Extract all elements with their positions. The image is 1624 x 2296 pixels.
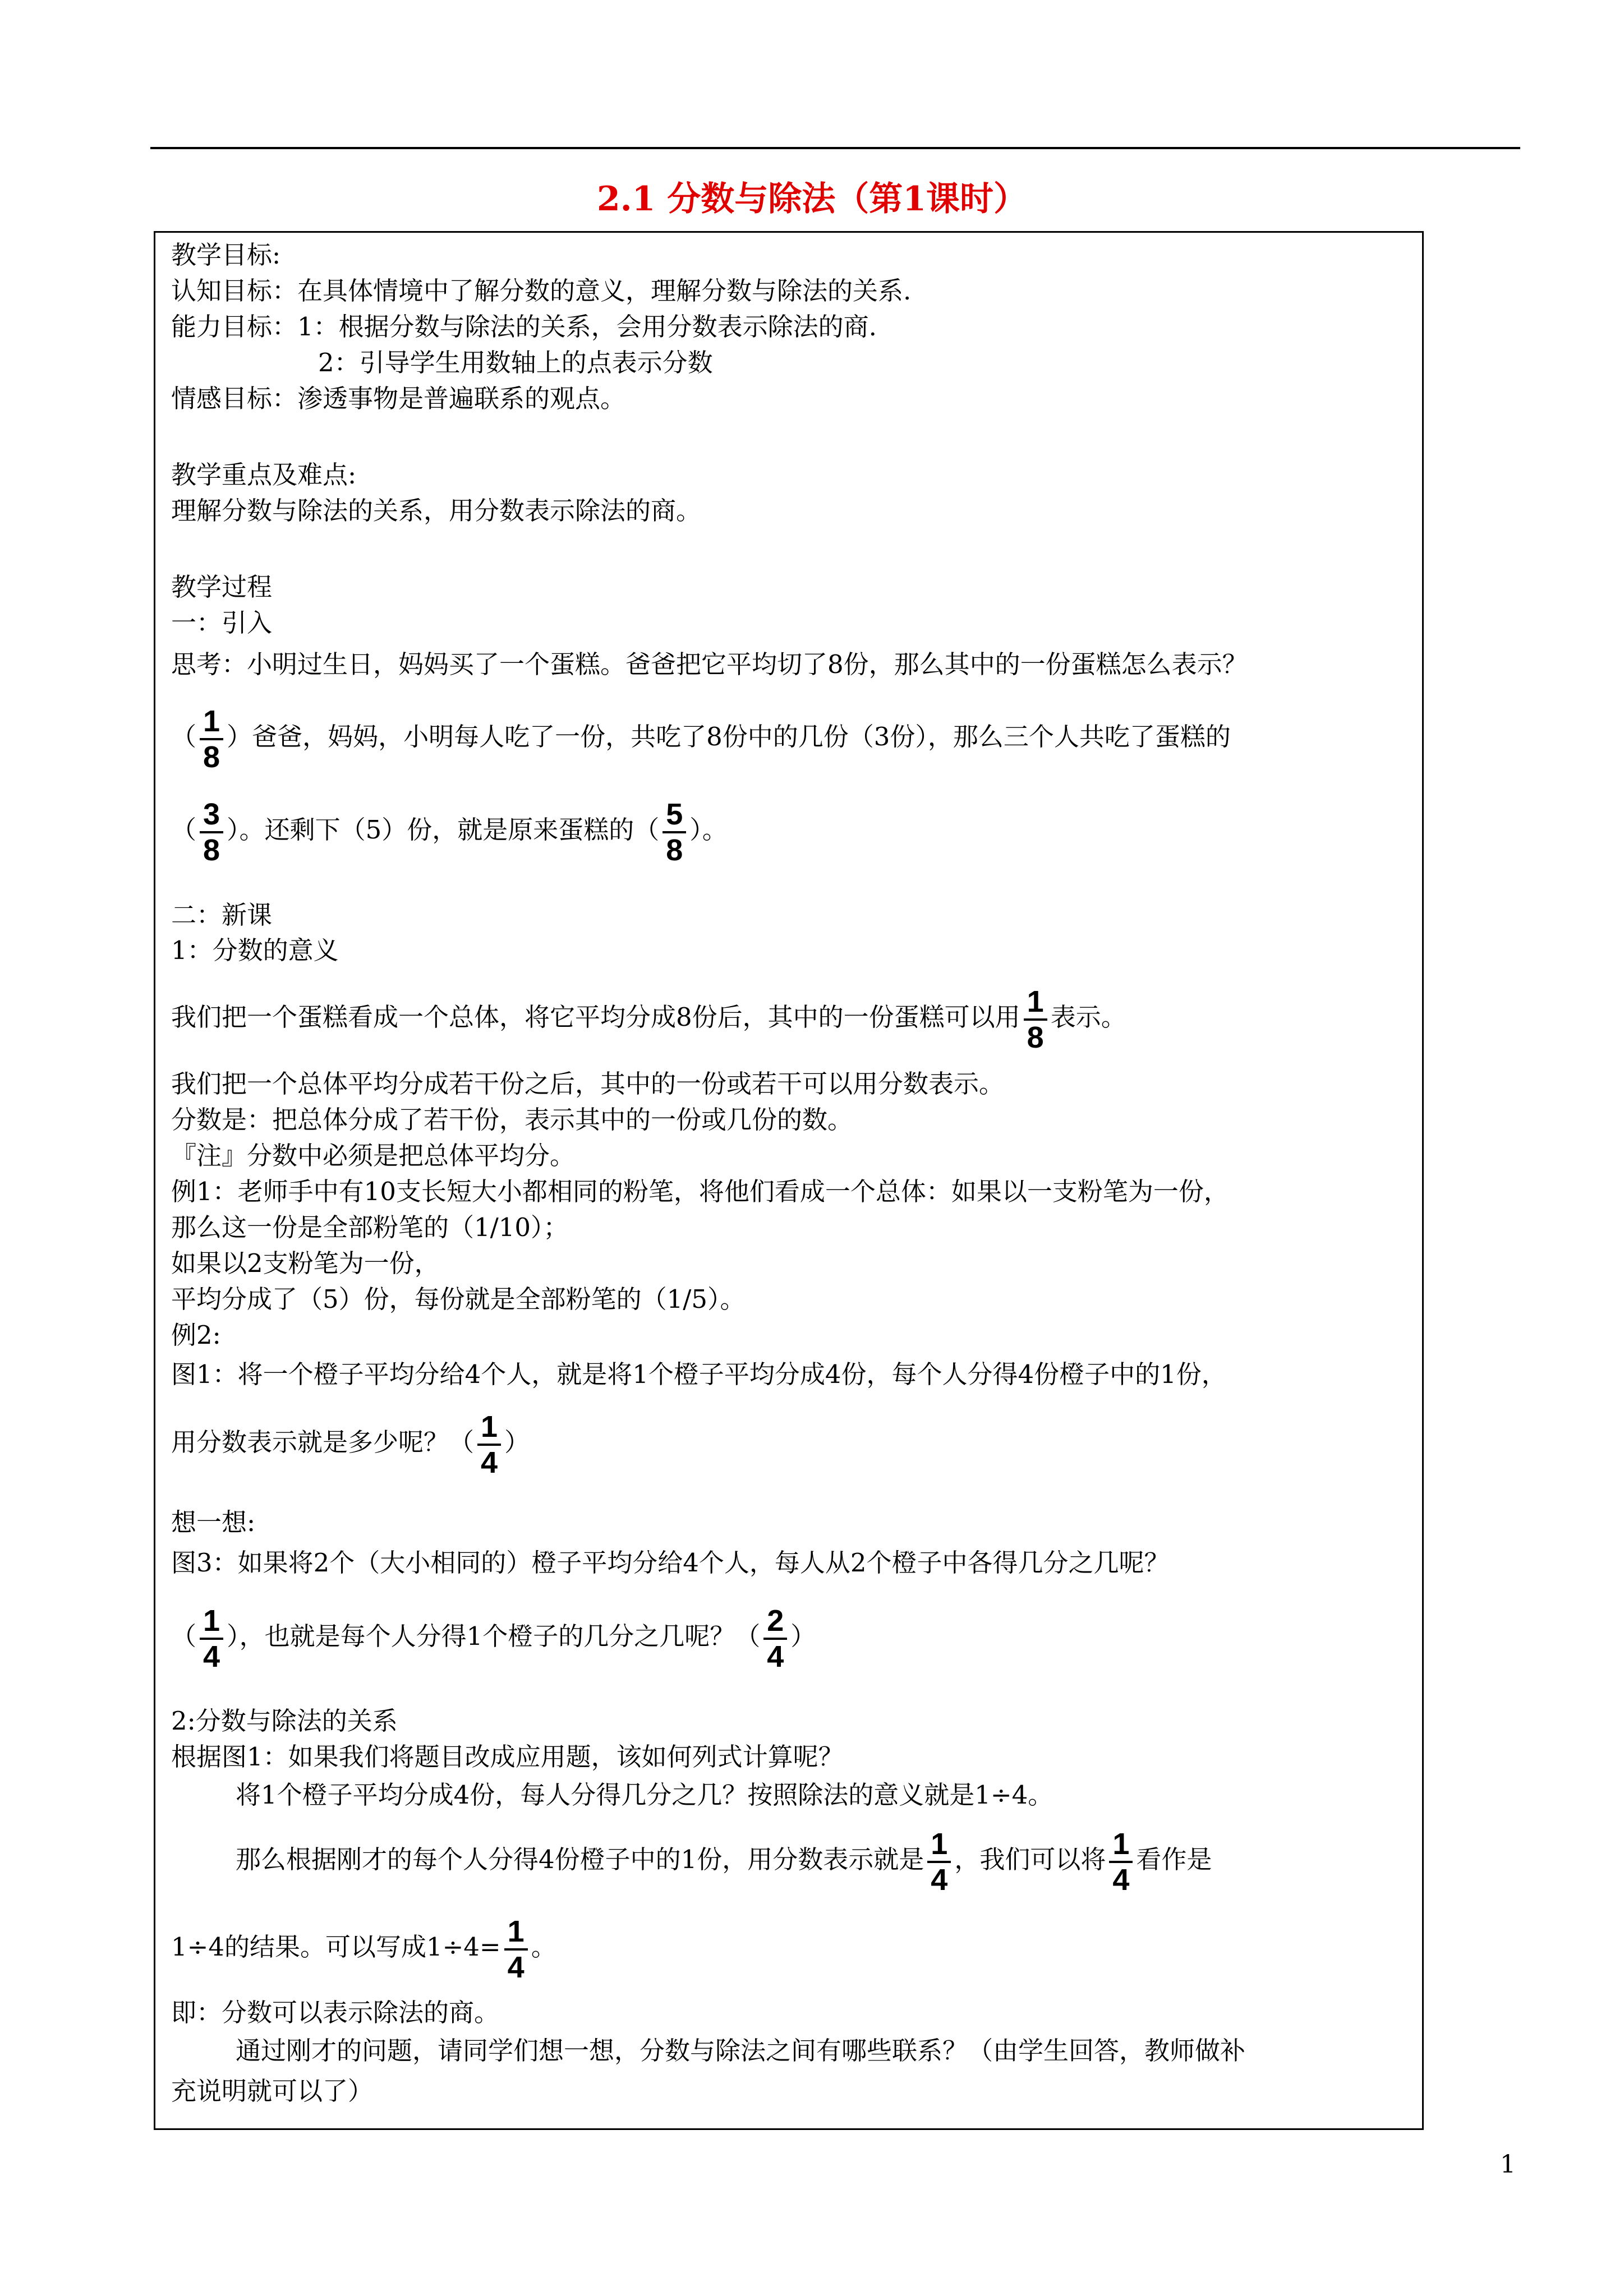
denominator: 8 xyxy=(203,833,220,867)
goal-cognitive: 认知目标：在具体情境中了解分数的意义，理解分数与除法的关系. xyxy=(171,276,912,306)
relation-heading: 2:分数与除法的关系 xyxy=(171,1706,398,1736)
relation-line-4-end: 。 xyxy=(531,1932,556,1962)
header-rule xyxy=(150,147,1520,149)
example-2-heading: 例2: xyxy=(171,1320,221,1350)
fraction-one-fourth xyxy=(477,1410,501,1479)
intro-heading: 一：引入 xyxy=(171,608,273,638)
think-line-2 xyxy=(171,1597,816,1676)
meaning-line-2: 我们把一个总体平均分成若干份之后，其中的一份或若干可以用分数表示。 xyxy=(171,1069,1005,1099)
numerator: 1 xyxy=(1024,985,1047,1021)
intro-line-2 xyxy=(171,698,1231,776)
think-line-2-text: ），也就是每个人分得1个橙子的几分之几呢？（ xyxy=(227,1621,761,1651)
relation-line-2: 将1个橙子平均分成4份，每人分得几分之几？按照除法的意义就是1÷4。 xyxy=(236,1780,1053,1810)
denominator: 8 xyxy=(203,740,220,774)
numerator: 2 xyxy=(763,1604,787,1640)
numerator: 5 xyxy=(663,797,686,833)
example-1-line-2: 那么这一份是全部粉笔的（1/10）； xyxy=(171,1212,569,1242)
numerator: 1 xyxy=(927,1827,951,1863)
intro-line-3-end: ）。 xyxy=(689,815,728,845)
paren-close: ） xyxy=(504,1427,530,1457)
intro-think: 思考：小明过生日，妈妈买了一个蛋糕。爸爸把它平均切了8份，那么其中的一份蛋糕怎么表示？ xyxy=(171,649,1248,679)
relation-line-6: 通过刚才的问题，请同学们想一想，分数与除法之间有哪些联系？（由学生回答，教师做补 xyxy=(236,2036,1246,2066)
example-2-line-2 xyxy=(171,1403,530,1482)
denominator: 4 xyxy=(203,1639,220,1673)
goal-emotion: 情感目标：渗透事物是普遍联系的观点。 xyxy=(171,384,626,413)
fraction-one-fourth xyxy=(200,1604,223,1673)
meaning-line-1-end: 表示。 xyxy=(1050,1002,1126,1032)
fraction-one-fourth xyxy=(504,1915,528,1984)
relation-line-3-text: 那么根据刚才的每个人分得4份橙子中的1份，用分数表示就是 xyxy=(236,1845,924,1874)
key-body: 理解分数与除法的关系，用分数表示除法的商。 xyxy=(171,496,702,525)
fraction-two-fourths xyxy=(763,1604,787,1673)
relation-line-4 xyxy=(171,1908,556,1986)
fraction-five-eighths xyxy=(663,797,686,867)
page-number: 1 xyxy=(1500,2150,1516,2179)
relation-line-1: 根据图1：如果我们将题目改成应用题，该如何列式计算呢？ xyxy=(171,1742,844,1772)
denominator: 4 xyxy=(1112,1862,1130,1897)
numerator: 1 xyxy=(200,1604,223,1640)
denominator: 4 xyxy=(507,1950,525,1984)
paren-open: （ xyxy=(171,722,197,751)
intro-line-3 xyxy=(171,791,728,869)
fraction-one-fourth xyxy=(1109,1827,1133,1897)
paren-open: （ xyxy=(171,1621,197,1651)
example-2-line-1: 图1：将一个橙子平均分给4个人，就是将1个橙子平均分成4份，每个人分得4份橙子中的1份， xyxy=(171,1359,1227,1389)
relation-line-7: 充说明就可以了） xyxy=(171,2076,374,2106)
denominator: 4 xyxy=(931,1862,948,1897)
numerator: 1 xyxy=(1109,1827,1133,1863)
intro-line-3-text: ）。还剩下（5）份，就是原来蛋糕的（ xyxy=(227,815,660,845)
denominator: 8 xyxy=(1027,1020,1044,1054)
paren-open: （ xyxy=(171,815,197,845)
relation-line-3-end: 看作是 xyxy=(1136,1845,1212,1874)
new-lesson-heading: 二：新课 xyxy=(171,900,273,930)
intro-line-2-text: ）爸爸，妈妈，小明每人吃了一份，共吃了8份中的几份（3份），那么三个人共吃了蛋糕的 xyxy=(227,722,1231,751)
denominator: 8 xyxy=(666,833,683,867)
example-2-line-2-text: 用分数表示就是多少呢？（ xyxy=(171,1427,475,1457)
example-1-line-4: 平均分成了（5）份，每份就是全部粉笔的（1/5）。 xyxy=(171,1284,746,1314)
numerator: 3 xyxy=(200,797,223,833)
fraction-one-fourth xyxy=(927,1827,951,1897)
meaning-heading: 1：分数的意义 xyxy=(171,935,339,965)
meaning-line-1 xyxy=(171,978,1126,1057)
relation-line-3 xyxy=(171,1820,1212,1899)
fraction-one-eighth xyxy=(1024,985,1047,1054)
think-line-1: 图3：如果将2个（大小相同的）橙子平均分给4个人，每人从2个橙子中各得几分之几呢？ xyxy=(171,1548,1170,1578)
meaning-line-3: 分数是：把总体分成了若干份，表示其中的一份或几份的数。 xyxy=(171,1105,853,1135)
relation-line-3-mid: ，我们可以将 xyxy=(954,1845,1106,1874)
goal-ability-2: 2：引导学生用数轴上的点表示分数 xyxy=(318,348,713,377)
relation-line-5: 即：分数可以表示除法的商。 xyxy=(171,1998,500,2027)
example-1-line-1: 例1：老师手中有10支长短大小都相同的粉笔，将他们看成一个总体：如果以一支粉笔为一份， xyxy=(171,1177,1229,1206)
note: 『注』分数中必须是把总体平均分。 xyxy=(171,1141,576,1170)
key-heading: 教学重点及难点: xyxy=(171,460,357,490)
example-1-line-3: 如果以2支粉笔为一份， xyxy=(171,1248,440,1278)
relation-line-4-text: 1÷4的结果。可以写成1÷4= xyxy=(171,1932,501,1962)
numerator: 1 xyxy=(504,1915,528,1951)
meaning-line-1-text: 我们把一个蛋糕看成一个总体，将它平均分成8份后，其中的一份蛋糕可以用 xyxy=(171,1002,1020,1032)
paren-close: ） xyxy=(790,1621,816,1651)
denominator: 4 xyxy=(481,1445,498,1479)
goals-heading: 教学目标: xyxy=(171,240,281,270)
fraction-three-eighths xyxy=(200,797,223,867)
goal-ability-1: 能力目标：1：根据分数与除法的关系，会用分数表示除法的商. xyxy=(171,312,877,342)
process-heading: 教学过程 xyxy=(171,572,273,602)
think-heading: 想一想: xyxy=(171,1507,256,1537)
numerator: 1 xyxy=(200,704,223,740)
fraction-one-eighth xyxy=(200,704,223,774)
page-title: 2.1 分数与除法（第1课时） xyxy=(596,179,1028,219)
denominator: 4 xyxy=(767,1639,784,1673)
numerator: 1 xyxy=(477,1410,501,1446)
